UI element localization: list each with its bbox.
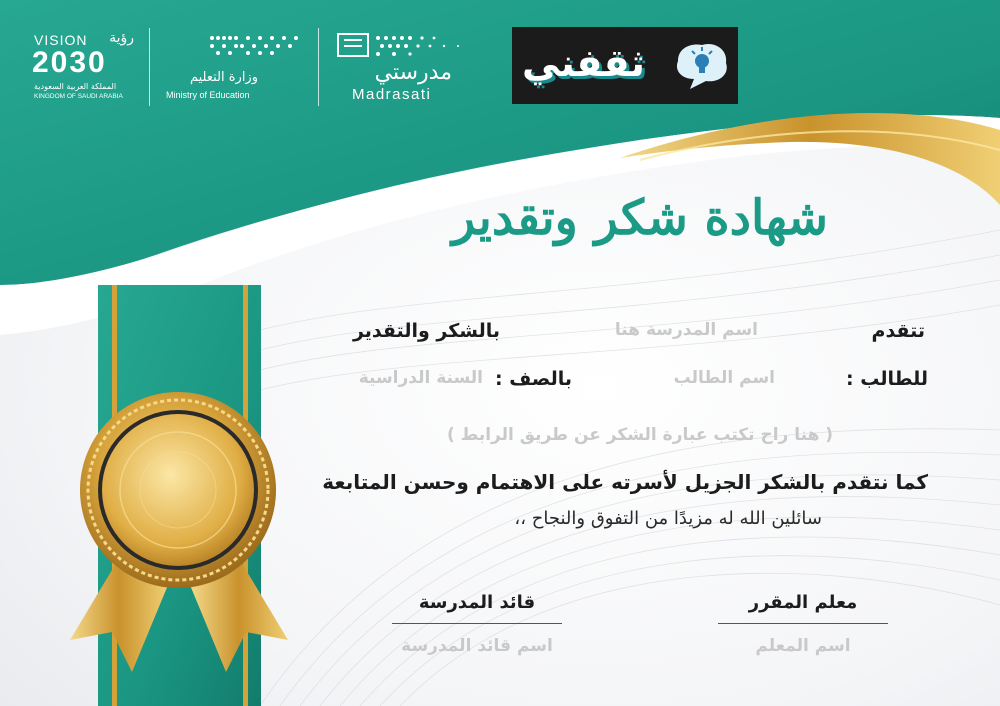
- student-label: للطالب :: [846, 368, 928, 390]
- certificate-title: شهادة شكر وتقدير: [452, 190, 828, 246]
- kingdom-en: KINGDOM OF SAUDI ARABIA: [34, 93, 123, 100]
- school-year-placeholder: السنة الدراسية: [358, 368, 483, 388]
- vision-ar: رؤية: [109, 30, 134, 46]
- header-divider: [149, 28, 150, 106]
- teacher-name-placeholder: اسم المعلم: [755, 636, 851, 656]
- class-label: بالصف :: [495, 368, 572, 390]
- principal-signature-line: [392, 623, 562, 624]
- lightbulb-chat-icon: [670, 39, 732, 91]
- vision-en: VISION: [34, 32, 88, 48]
- madrasati-logo: [334, 30, 474, 106]
- teacher-signature-line: [718, 623, 888, 624]
- kingdom-ar: المملكة العربية السعودية: [34, 82, 117, 91]
- madrasati-name-ar: مدرستي: [374, 60, 452, 85]
- wish-line: سائلين الله له مزيدًا من التفوق والنجاح ،،: [514, 508, 822, 529]
- teacher-title: معلم المقرر: [748, 592, 858, 613]
- vision-year: 2030: [32, 46, 107, 79]
- line1-lead: تتقدم: [871, 320, 925, 342]
- principal-title: قائد المدرسة: [418, 592, 536, 613]
- ministry-name-en: Ministry of Education: [166, 90, 250, 100]
- vision-2030-logo: [28, 30, 140, 104]
- ministry-dots-icon: [208, 32, 304, 56]
- ministry-name-ar: وزارة التعليم: [189, 70, 258, 85]
- principal-name-placeholder: اسم قائد المدرسة: [401, 636, 553, 656]
- school-name-placeholder: اسم المدرسة هنا: [614, 320, 758, 340]
- line1-tail: بالشكر والتقدير: [352, 320, 500, 342]
- thaqfni-name: ثقفني: [522, 41, 645, 85]
- thanks-link-note: ( هنا راح تكتب عبارة الشكر عن طريق الرابط ): [446, 425, 834, 445]
- thaqfni-logo: [512, 27, 738, 104]
- madrasati-name-en: Madrasati: [352, 86, 432, 103]
- madrasati-book-icon: [334, 30, 466, 60]
- student-name-placeholder: اسم الطالب: [673, 368, 775, 388]
- ministry-logo: [164, 32, 304, 104]
- header-divider: [318, 28, 319, 106]
- thanks-line: كما نتقدم بالشكر الجزيل لأسرته على الاهتمام وحسن المتابعة: [322, 470, 928, 494]
- gold-medal-icon: [80, 392, 276, 588]
